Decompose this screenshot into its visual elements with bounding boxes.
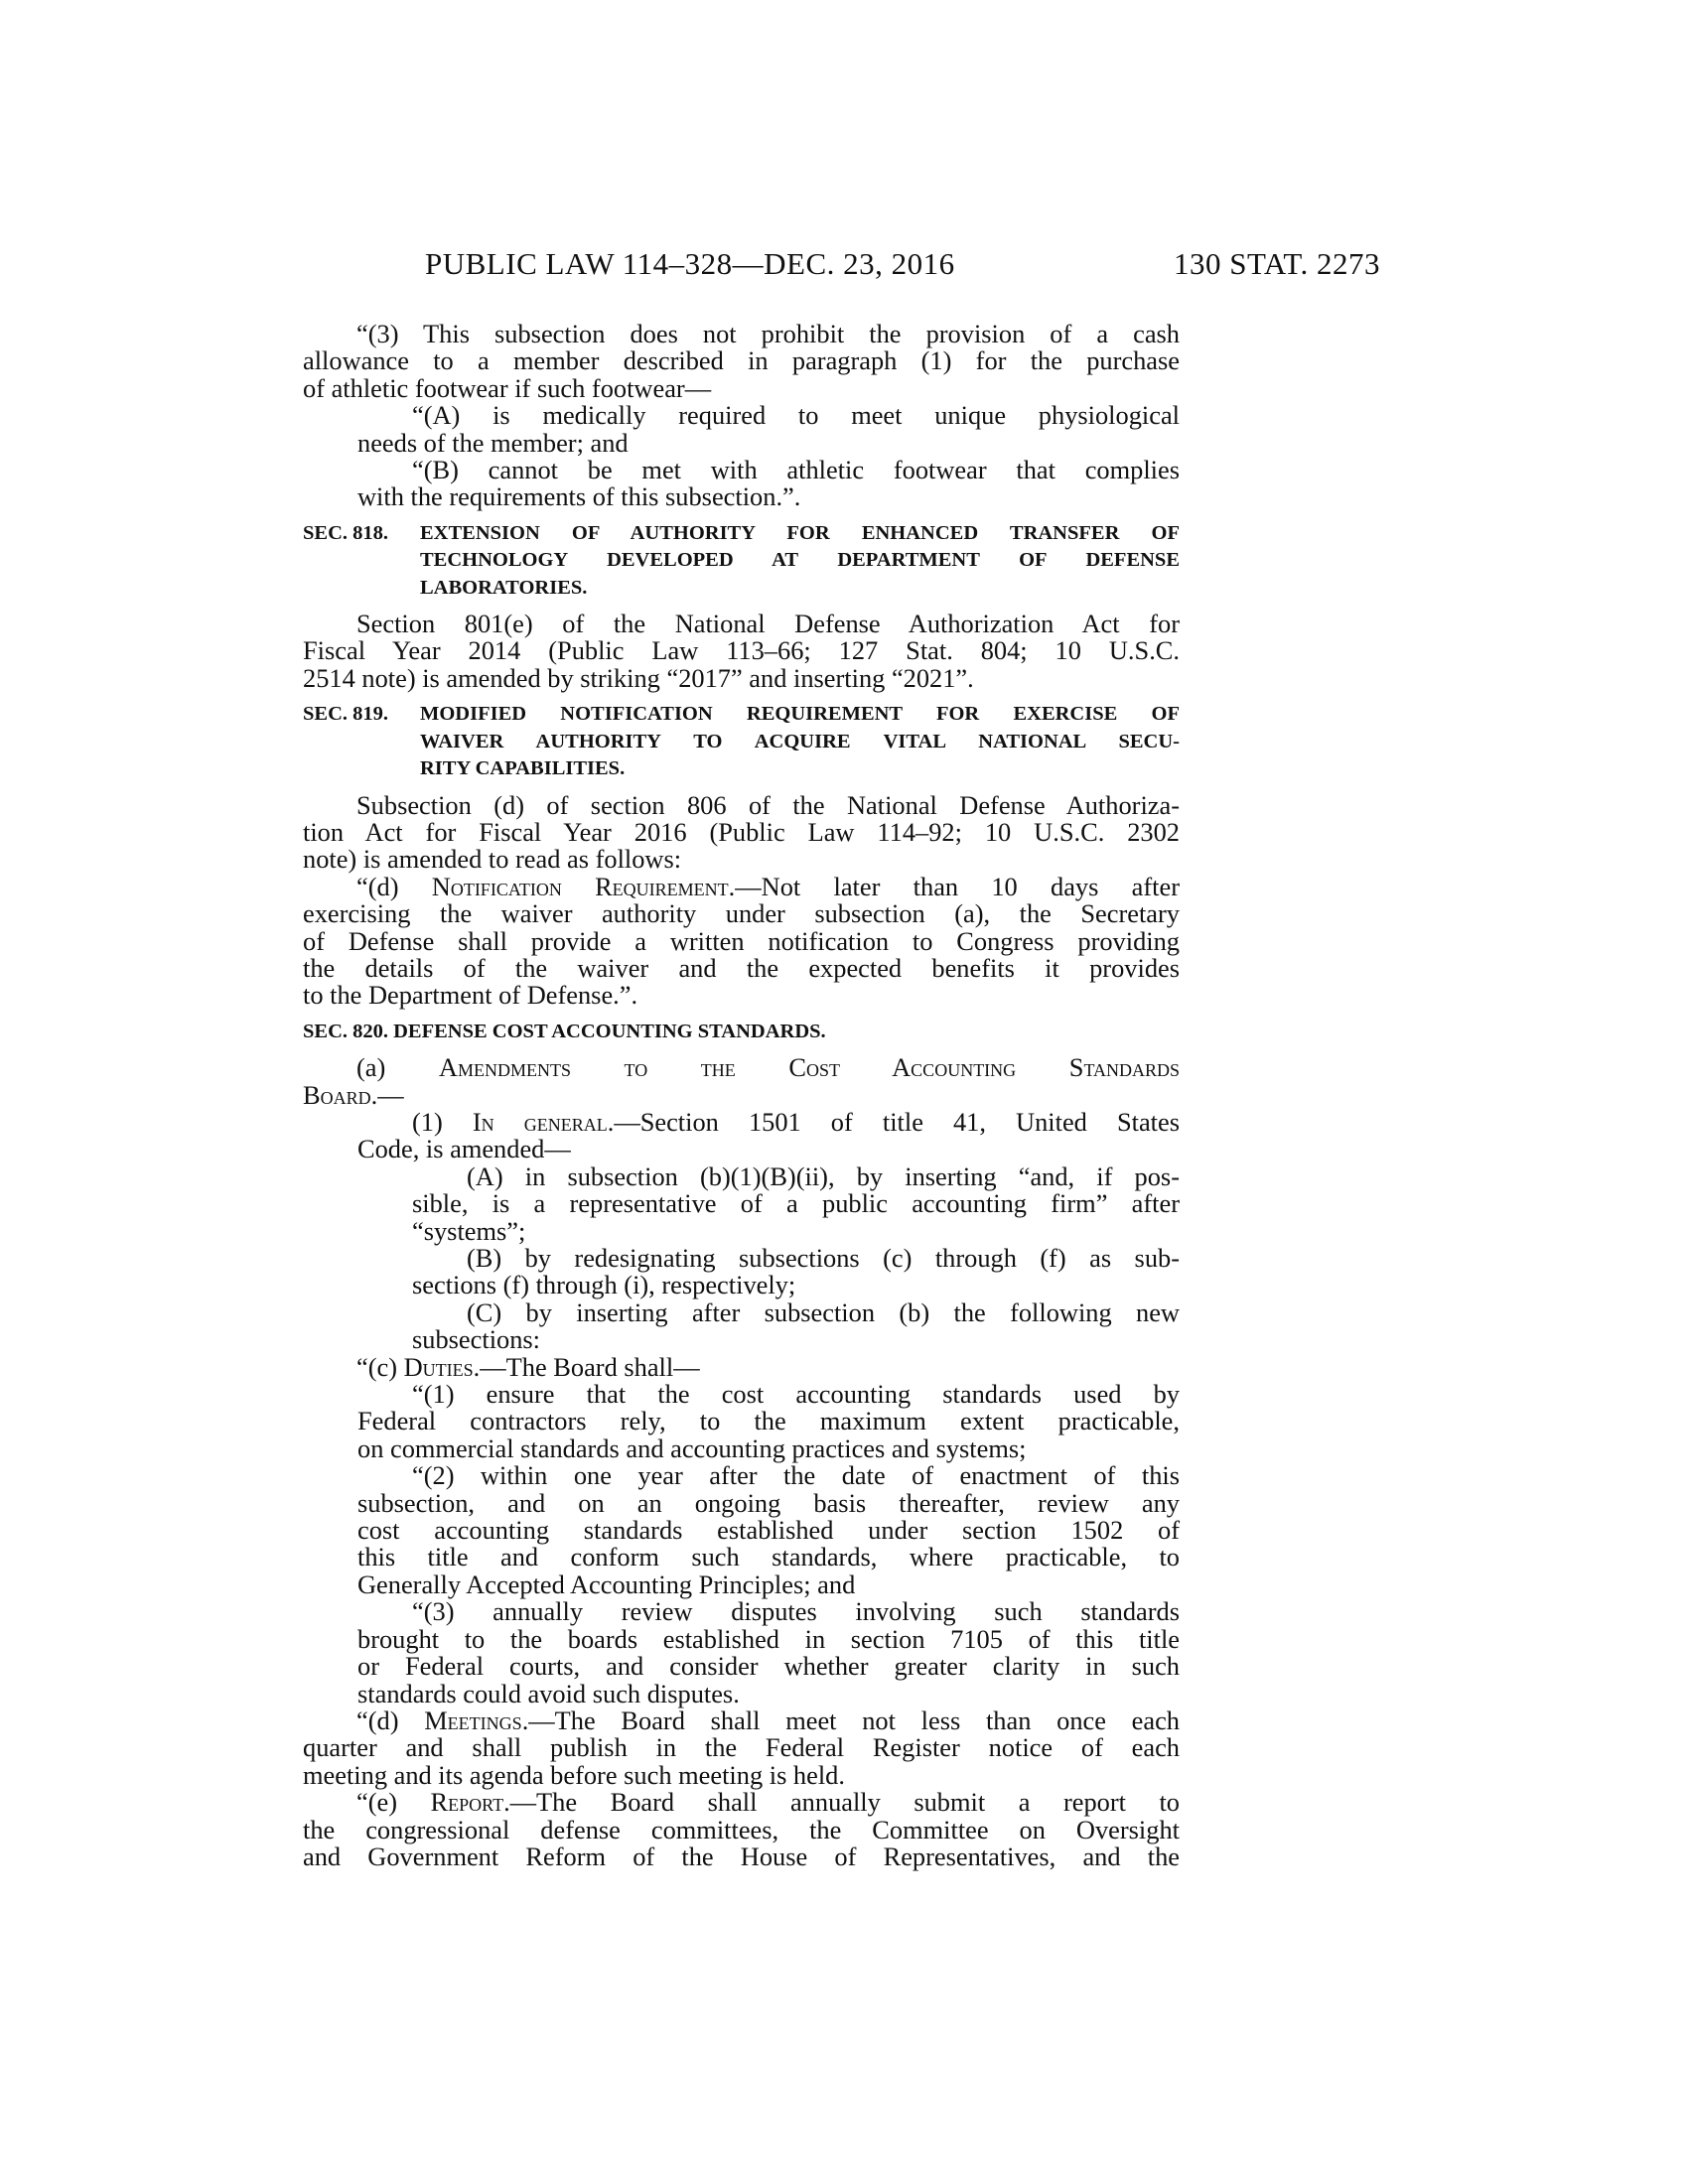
- section-title-line: TECHNOLOGY DEVELOPED AT DEPARTMENT OF DEFENSE: [420, 549, 1180, 572]
- text-line: exercising the waiver authority under subsection (a), the Secretary: [303, 898, 1180, 929]
- section-title-line: MODIFIED NOTIFICATION REQUIREMENT FOR EXERCISE OF: [420, 703, 1180, 726]
- text-line: to the Department of Defense.”.: [303, 980, 638, 1011]
- text-line: standards could avoid such disputes.: [357, 1678, 740, 1708]
- text-line: sible, is a representative of a public accounting firm” after: [412, 1188, 1180, 1219]
- section-heading-819: [303, 701, 1180, 782]
- section-title-line: RITY CAPABILITIES.: [420, 757, 626, 780]
- paragraph-1-in-general: (1) In general.—Section 1501 of title 41, United States: [412, 1106, 1180, 1137]
- subsection-heading: Notification Requirement: [431, 871, 729, 901]
- text-line: the congressional defense committees, the Committee on Oversight: [303, 1814, 1180, 1844]
- text-line: “(B) cannot be met with athletic footwear that complies: [412, 455, 1180, 485]
- text-line: with the requirements of this subsection.”.: [357, 481, 801, 512]
- text-line: of Defense shall provide a written notification to Congress providing: [303, 925, 1180, 956]
- text-line: cost accounting standards established under section 1502 of: [357, 1515, 1180, 1546]
- text-line: “systems”;: [412, 1215, 526, 1246]
- text-line: Board.—: [303, 1079, 404, 1110]
- section-number: SEC. 818.: [303, 521, 389, 544]
- text-line: brought to the boards established in section 7105 of this title: [357, 1623, 1180, 1654]
- document-body: [303, 321, 1180, 1870]
- text-line: needs of the member; and: [357, 427, 629, 458]
- text-line: 2514 note) is amended by striking “2017” and inserting “2021”.: [303, 662, 974, 693]
- subsection-d-meetings: “(d) Meetings.—The Board shall meet not less than once each: [356, 1705, 1180, 1735]
- text-line: (B) by redesignating subsections (c) through (f) as sub-: [467, 1243, 1180, 1273]
- text-line: on commercial standards and accounting practices and systems;: [357, 1433, 1027, 1463]
- section-heading-820: [303, 1019, 1180, 1045]
- text-line: “(2) within one year after the date of enactment of this: [412, 1460, 1180, 1491]
- page-header: [303, 246, 1380, 286]
- section-title-line: WAIVER AUTHORITY TO ACQUIRE VITAL NATIONAL SECU-: [420, 730, 1180, 752]
- text-line: Generally Accepted Accounting Principles; and: [357, 1569, 856, 1599]
- section-title: SEC. 820. DEFENSE COST ACCOUNTING STANDARDS.: [303, 1020, 826, 1042]
- subsection-e-report: “(e) Report.—The Board shall annually submit a report to: [356, 1787, 1180, 1818]
- text-line: the details of the waiver and the expected benefits it provides: [303, 952, 1180, 983]
- text-line: (A) in subsection (b)(1)(B)(ii), by inserting “and, if pos-: [467, 1160, 1180, 1191]
- text-line: Section 801(e) of the National Defense Authorization Act for: [356, 609, 1180, 639]
- text-line: quarter and shall publish in the Federal Register notice of each: [303, 1732, 1180, 1763]
- text-line: and Government Reform of the House of Representatives, and the: [303, 1841, 1180, 1871]
- text-line: meeting and its agenda before such meeting is held.: [303, 1759, 845, 1790]
- text-line: subsection, and on an ongoing basis thereafter, review any: [357, 1487, 1180, 1518]
- subsection-c-duties: “(c) Duties.—The Board shall—: [356, 1351, 700, 1382]
- text-line: allowance to a member described in paragraph (1) for the purchase: [303, 345, 1180, 376]
- text-line: “(A) is medically required to meet unique physiological: [412, 400, 1180, 431]
- section-title-line: EXTENSION OF AUTHORITY FOR ENHANCED TRANSFER OF: [420, 521, 1180, 544]
- text-line: “(3) This subsection does not prohibit the provision of a cash: [356, 319, 1180, 348]
- text-line: note) is amended to read as follows:: [303, 844, 682, 875]
- text-line: Federal contractors rely, to the maximum extent practicable,: [357, 1406, 1180, 1436]
- section-number: SEC. 819.: [303, 703, 389, 726]
- text-line: “(1) ensure that the cost accounting standards used by: [412, 1379, 1180, 1410]
- text-line: sections (f) through (i), respectively;: [412, 1270, 796, 1300]
- text-line: Code, is amended—: [357, 1134, 571, 1164]
- subsection-d-notification: “(d) Notification Requirement.—Not later than 10 days after: [356, 871, 1180, 901]
- text-line: subsections:: [412, 1324, 541, 1355]
- text-line: this title and conform such standards, where practicable, to: [357, 1542, 1180, 1572]
- public-law-citation: PUBLIC LAW 114–328—DEC. 23, 2016: [425, 246, 955, 281]
- text-line: (C) by inserting after subsection (b) the following new: [467, 1297, 1180, 1327]
- statute-page-number: 130 STAT. 2273: [1173, 246, 1380, 281]
- subsection-a-heading: (a) Amendments to the Cost Accounting Standards: [356, 1052, 1181, 1083]
- text-line: Subsection (d) of section 806 of the National Defense Authoriza-: [356, 789, 1180, 820]
- text-line: “(3) annually review disputes involving such standards: [412, 1596, 1180, 1627]
- text-line: of athletic footwear if such footwear—: [303, 372, 712, 403]
- text-line: or Federal courts, and consider whether greater clarity in such: [357, 1651, 1180, 1682]
- text-line: tion Act for Fiscal Year 2016 (Public Law 114–92; 10 U.S.C. 2302: [303, 816, 1180, 847]
- text-line: Fiscal Year 2014 (Public Law 113–66; 127 Stat. 804; 10 U.S.C.: [303, 635, 1180, 666]
- section-title-line: LABORATORIES.: [420, 576, 588, 599]
- section-heading-818: [303, 520, 1180, 602]
